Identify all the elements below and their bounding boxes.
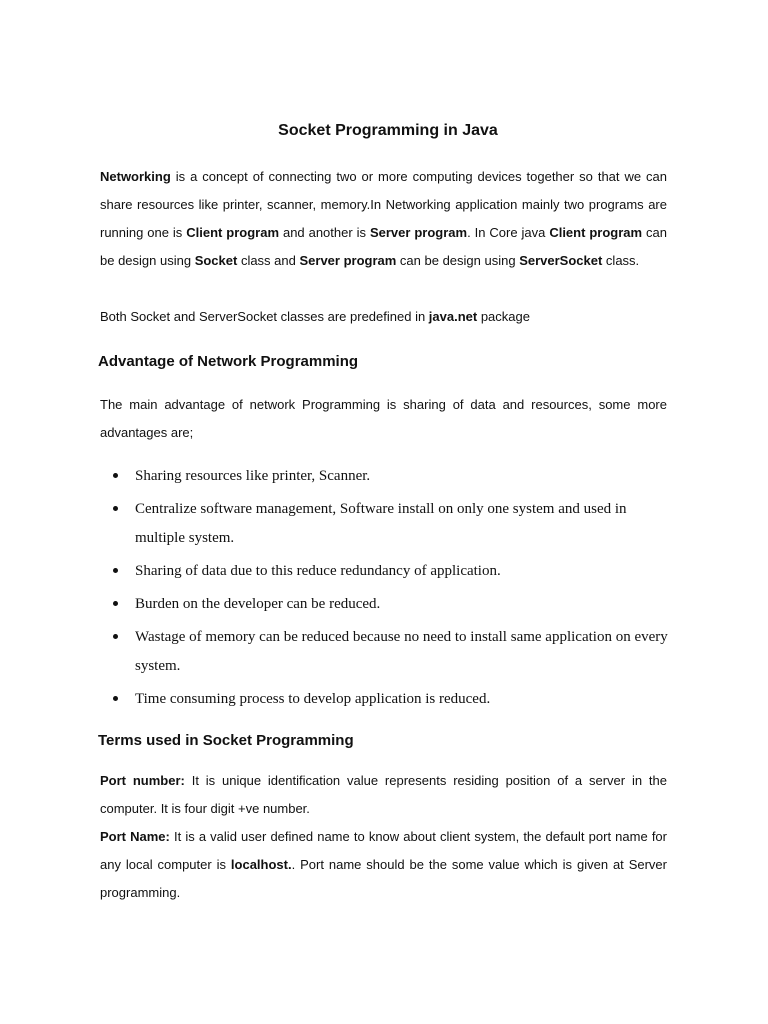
bullet-icon — [113, 506, 118, 511]
bullet-icon — [113, 473, 118, 478]
bullet-icon — [113, 696, 118, 701]
list-item: Burden on the developer can be reduced. — [110, 590, 670, 619]
intro-paragraph: Networking is a concept of connecting two or more computing devices together so that we can share resources like printer, scanner, memory.In Networking application mainly two programs are running one is Client program and another is Server program. In Core java Client program can be design using Socket class and Server program can be design using ServerSocket class. — [100, 169, 667, 268]
bullet-icon — [113, 634, 118, 639]
list-item: Centralize software management, Software install on only one system and used in multiple system. — [110, 495, 670, 553]
bullet-icon — [113, 601, 118, 606]
list-item: Sharing of data due to this reduce redundancy of application. — [110, 557, 670, 586]
list-item: Time consuming process to develop application is reduced. — [110, 685, 670, 714]
term-networking: Networking — [100, 169, 171, 184]
port-name-paragraph: Port Name: It is a valid user defined name to know about client system, the default port name for any local computer is localhost.. Port name should be the some value which is given at Server programming. — [100, 829, 667, 900]
java-net-paragraph: Both Socket and ServerSocket classes are predefined in java.net package — [100, 309, 530, 324]
list-item: Wastage of memory can be reduced because no need to install same application on every system. — [110, 623, 670, 681]
terms-heading: Terms used in Socket Programming — [98, 732, 354, 749]
advantage-list — [110, 462, 670, 714]
port-number-paragraph: Port number: It is unique identification value represents residing position of a server in the computer. It is four digit +ve number. — [100, 773, 667, 816]
advantage-paragraph: The main advantage of network Programming is sharing of data and resources, some more advantages are; — [100, 397, 667, 440]
page-title: Socket Programming in Java — [278, 122, 498, 139]
bullet-icon — [113, 568, 118, 573]
port-name-label: Port Name: — [100, 829, 170, 844]
advantage-heading: Advantage of Network Programming — [98, 353, 359, 370]
port-number-label: Port number: — [100, 773, 185, 788]
list-item: Sharing resources like printer, Scanner. — [110, 462, 670, 491]
